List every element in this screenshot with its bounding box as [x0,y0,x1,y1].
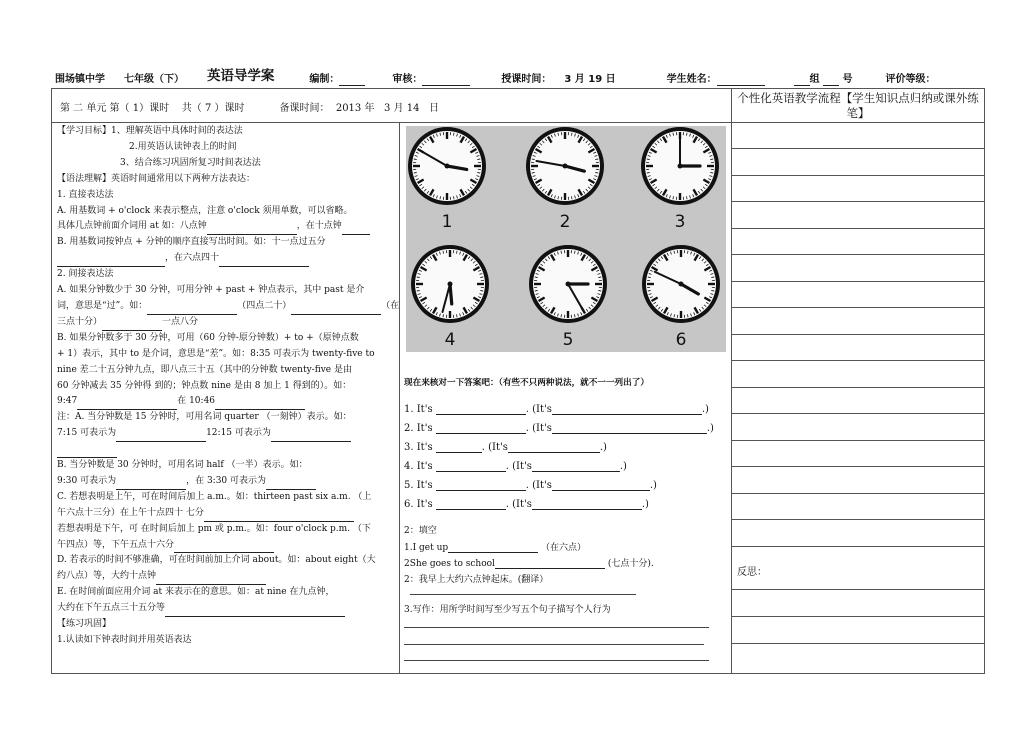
answer-blank[interactable] [436,442,482,453]
rating-label: 评价等级： [885,74,936,85]
grammar-line: 9:30 可表示为 ，在 3:30 可表示为 [57,474,397,490]
translation-line[interactable] [410,594,636,595]
answer-blank[interactable] [436,480,526,491]
grammar-line: D. 若表示的时间不够准确，可在时间前加上介词 about。如：about eight（大 [57,555,376,566]
reflection-label: 反思： [737,567,767,578]
grammar-line: 若想表明是下午，可 在时间后加上 pm 或 p.m.。如：four o'clock p.m. （下 [57,523,371,534]
header-bar [55,66,936,85]
answer-blank[interactable] [342,224,370,235]
answer-blank[interactable] [552,480,650,491]
clock-face [642,245,720,350]
grade-label: 七年级（下） [123,74,184,85]
answer-blank[interactable] [77,399,177,410]
group-field[interactable] [794,74,810,86]
answer-blank[interactable] [57,256,165,267]
grammar-line: 1. 直接表达法 [57,189,114,200]
grammar-notes [57,124,400,649]
worksheet-table [51,88,985,674]
grammar-line: 【练习巩固】 [57,619,112,630]
answer-row: 1. It's . (It's .) [404,404,709,415]
answer-blank[interactable] [215,399,305,410]
teach-time-label: 授课时间： [501,74,552,85]
fill-item-3: 2：我早上大约六点钟起床。(翻译） [404,575,549,585]
right-column-title: 个性化英语教学流程【学生知识点归纳或课外练笔】 [737,91,979,120]
answer-blank[interactable] [436,499,506,510]
answer-blank[interactable] [436,461,506,472]
student-name-field[interactable] [717,74,765,86]
grammar-line: 大约在下午五点三十五分等 [57,601,397,617]
reviewer-field[interactable] [422,74,470,86]
clock-face [641,127,719,232]
answer-row: 2. It's . (It's .) [404,423,714,434]
grammar-line: B. 如果分钟数多于 30 分钟，可用（60 分钟-原分钟数）+ to +（原钟点数 [57,332,359,343]
grammar-line: 【学习目标】1、理解英语中具体时间的表达法 [57,126,243,136]
grammar-line [57,442,397,458]
clock-number-label: 3 [674,212,686,232]
answer-blank[interactable] [552,404,702,415]
grammar-line: 约八点）等，大约十点钟 [57,569,397,585]
answer-blank[interactable] [174,542,274,553]
grammar-line: 具体几点钟前面介词用 at 如：八点钟 ，在十点钟 [57,219,397,235]
answer-blank[interactable] [57,447,117,458]
answer-blank[interactable] [102,320,162,331]
clock-face [526,127,604,232]
teach-time-value: 3 月 19 日 [564,74,616,85]
answer-row: 3. It's . (It's .) [404,442,607,453]
grammar-line: A. 如果分钟数少于 30 分钟，可用分钟 + past + 钟点表示，其中 past 是介 [57,285,365,296]
writing-line[interactable] [404,660,709,661]
clock-figures [406,126,726,352]
answer-blank[interactable] [532,461,620,472]
clock-number-label: 1 [441,212,453,232]
answer-blank[interactable] [207,224,297,235]
student-name-label: 学生姓名： [666,74,717,85]
clock-number-label: 4 [444,330,456,350]
writing-task: 3.写作：用所学时间写至少写五个句子描写个人行为 [404,605,611,615]
answer-blank[interactable] [147,304,237,315]
group-label: 组 [809,74,820,85]
check-heading: 现在来核对一下答案吧：（有些不只两种说法，就不一一列出了） [404,378,649,388]
grammar-line: C. 若想表明是上午，可在时间后加上 a.m.。如：thirteen past six a.m. （上 [57,491,372,502]
fill-item-2: 2She goes to school (七点十分). [404,559,654,569]
answer-blank[interactable] [436,423,526,434]
answer-blank[interactable] [219,256,309,267]
clock-number-label: 6 [675,330,687,350]
answer-blank[interactable] [116,431,206,442]
row-divider [52,122,732,123]
fill-item-1: 1.I get up （在六点） [404,543,587,553]
answer-row: 4. It's . (It's .) [404,461,627,472]
grammar-line: B. 当分钟数是 30 分钟时，可用名词 half （一半）表示。如： [57,460,308,471]
number-label: 号 [842,74,853,85]
column-divider [399,123,400,673]
answer-row: 6. It's . (It's .) [404,499,649,510]
grammar-line: A. 用基数词 + o'clock 来表示整点，注意 o'clock 须用单数，可以省略。 [57,205,353,216]
grammar-line: 2. 间接表达法 [57,269,114,280]
grammar-line: 9:47 在 10:46 [57,394,397,410]
answer-blank[interactable] [266,479,316,490]
clock-number-label: 5 [562,330,574,350]
grammar-line: B. 用基数词按钟点 + 分钟的顺序直接写出时间。如：十一点过五分 [57,237,326,248]
clock-face [411,245,489,350]
school-name: 围场镇中学 [55,74,105,85]
answer-blank[interactable] [271,431,351,442]
writing-line[interactable] [404,644,704,645]
grammar-line: 三点十分） 一点八分 [57,315,397,331]
answer-blank[interactable] [204,511,354,522]
answer-blank[interactable] [508,442,600,453]
grammar-line: + 1）表示，其中 to 是介词，意思是“差”。如：8:35 可表示为 twenty-five to [57,348,375,359]
editor-label: 编制： [309,74,340,85]
writing-line[interactable] [404,627,709,628]
grammar-line: 午四点）等，下午五点十六分 [57,538,397,554]
answer-row: 5. It's . (It's .) [404,480,657,491]
lesson-info: 第 二 单元 第（ 1）课时 共（ 7 ）课时 备课时间： 2013 年 3 月 14 日 [60,103,439,114]
editor-field[interactable] [339,74,365,86]
answer-blank[interactable] [291,304,381,315]
answer-blank[interactable] [156,574,266,585]
fill-blank-1[interactable] [448,542,538,553]
grammar-line: nine 差二十五分钟九点，即八点三十五（其中的分钟数 twenty-five 是由 [57,364,352,375]
fill-heading: 2：填空 [404,526,437,536]
grammar-line: 60 分钟减去 35 分钟得 到的；钟点数 nine 是由 8 加上 1 得到的）。如： [57,380,352,391]
grammar-line: 1.认读如下钟表时间并用英语表达 [57,635,192,645]
answer-blank[interactable] [552,423,707,434]
clock-face [408,127,486,232]
answer-blank[interactable] [116,479,186,490]
grammar-line: 注：A. 当分钟数是 15 分钟时，可用名词 quarter （一刻钟）表示。如： [57,412,352,423]
grammar-line: ，在六点四十 [57,251,397,267]
reviewer-label: 审核： [392,74,423,85]
grammar-line: 【语法理解】英语时间通常用以下两种方法表达： [57,173,256,184]
grammar-line: 2.用英语认读钟表上的时间 [57,141,237,152]
grammar-line: E. 在时间前面应用介词 at 来表示在的意思。如：at nine 在九点钟， [57,587,335,598]
column-divider [731,89,732,673]
answer-blank[interactable] [532,499,642,510]
grammar-line: 词，意思是“过”。如： （四点二十） （在 [57,299,397,315]
answer-blank[interactable] [165,606,345,617]
clock-number-label: 2 [559,212,571,232]
number-field[interactable] [823,74,839,86]
fill-blank-2[interactable] [495,558,605,569]
grammar-line: 7:15 可表示为 12:15 可表示为 [57,426,397,442]
grammar-line: 午六点十三分）在上午十点四十 七分 [57,506,397,522]
clock-panel [406,126,726,352]
answer-blank[interactable] [436,404,526,415]
clock-face [529,245,607,350]
grammar-line: 3、结合练习巩固所复习时间表达法 [57,157,261,168]
page-title: 英语导学案 [206,68,275,84]
